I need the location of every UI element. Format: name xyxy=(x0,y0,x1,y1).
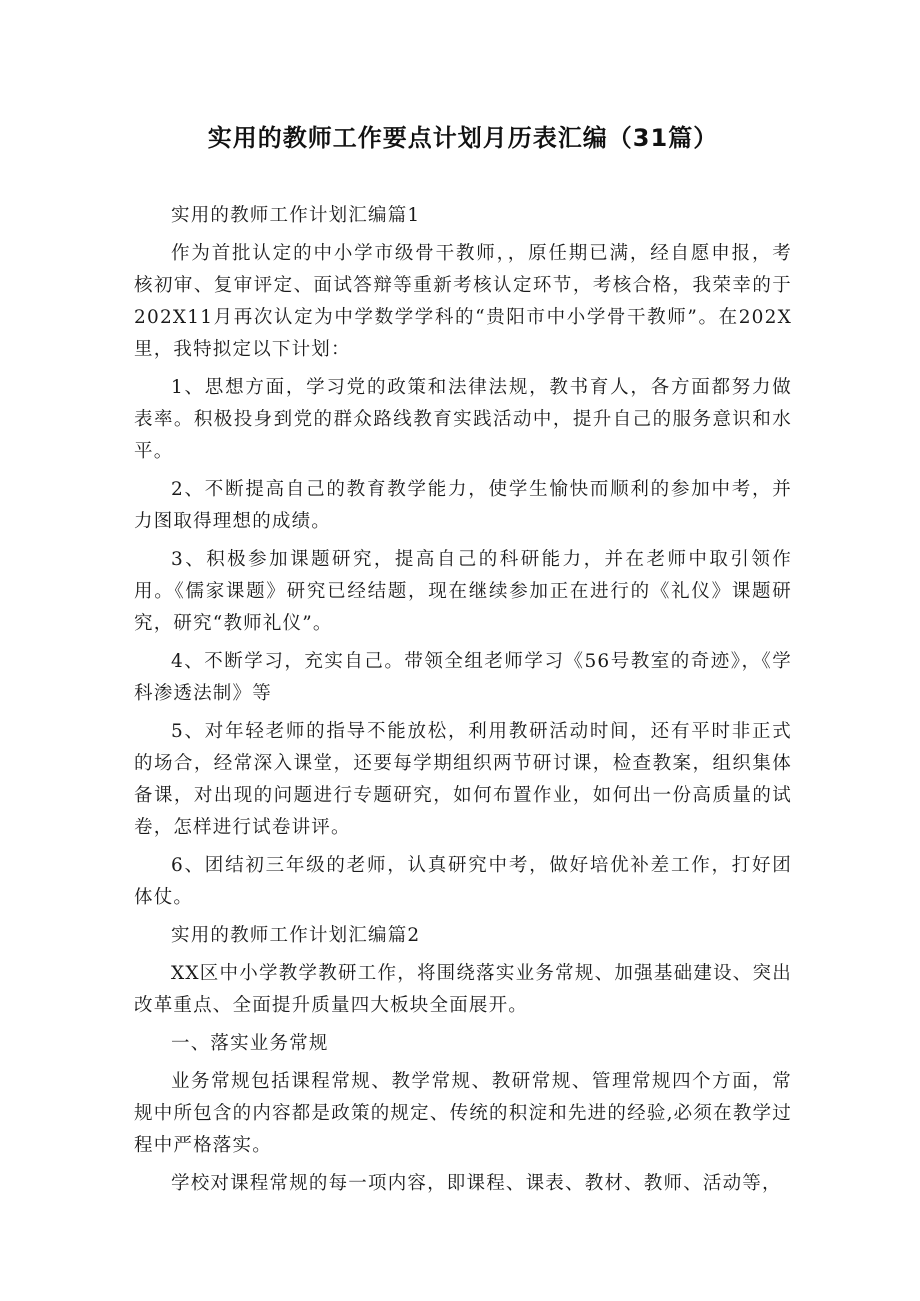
paragraph-intro: 作为首批认定的中小学市级骨干教师，，原任期已满，经自愿申报，考核初审、复审评定、面试答辩等重新考核认定环节，考核合格，我荣幸的于202X11月再次认定为中学数学学科的“贵阳市中小学骨干教师”。在202X里，我特拟定以下计划： xyxy=(134,243,792,360)
paragraph-item-6: 6、团结初三年级的老师，认真研究中考，做好培优补差工作，打好团体仗。 xyxy=(134,855,792,908)
paragraph-item-3: 3、积极参加课题研究，提高自己的科研能力，并在老师中取引领作用。《儒家课题》研究已经结题，现在继续参加正在进行的《礼仪》课题研究，研究“教师礼仪”。 xyxy=(134,549,792,634)
paragraph-item-5: 5、对年轻老师的指导不能放松，利用教研活动时间，还有平时非正式的场合，经常深入课堂，还要每学期组织两节研讨课，检查教案，组织集体备课，对出现的问题进行专题研究，如何布置作业，如何出一份高质量的试卷，怎样进行试卷讲评。 xyxy=(134,721,792,838)
section-heading-part-2: 实用的教师工作计划汇编篇2 xyxy=(171,925,421,946)
document-title: 实用的教师工作要点计划月历表汇编（31篇） xyxy=(207,124,719,152)
paragraph-item-4: 4、不断学习，充实自己。带领全组老师学习《56号教室的奇迹》，《学科渗透法制》等 xyxy=(134,651,792,704)
paragraph-overview: XX区中小学教学教研工作，将围绕落实业务常规、加强基础建设、突出改革重点、全面提升质量四大板块全面展开。 xyxy=(134,963,792,1016)
paragraph-routine: 业务常规包括课程常规、教学常规、教研常规、管理常规四个方面，常规中所包含的内容都是政策的规定、传统的积淀和先进的经验,必须在教学过程中严格落实。 xyxy=(134,1071,792,1156)
paragraph-curriculum: 学校对课程常规的每一项内容，即课程、课表、教材、教师、活动等， xyxy=(171,1173,782,1194)
paragraph-item-1: 1、思想方面，学习党的政策和法律法规，教书育人，各方面都努力做表率。积极投身到党的群众路线教育实践活动中，提升自己的服务意识和水平。 xyxy=(134,377,792,462)
section-heading-part-1: 实用的教师工作计划汇编篇1 xyxy=(171,205,421,226)
paragraph-item-2: 2、不断提高自己的教育教学能力，使学生愉快而顺利的参加中考，并力图取得理想的成绩。 xyxy=(134,479,792,532)
subsection-heading-1: 一、落实业务常规 xyxy=(171,1033,329,1054)
